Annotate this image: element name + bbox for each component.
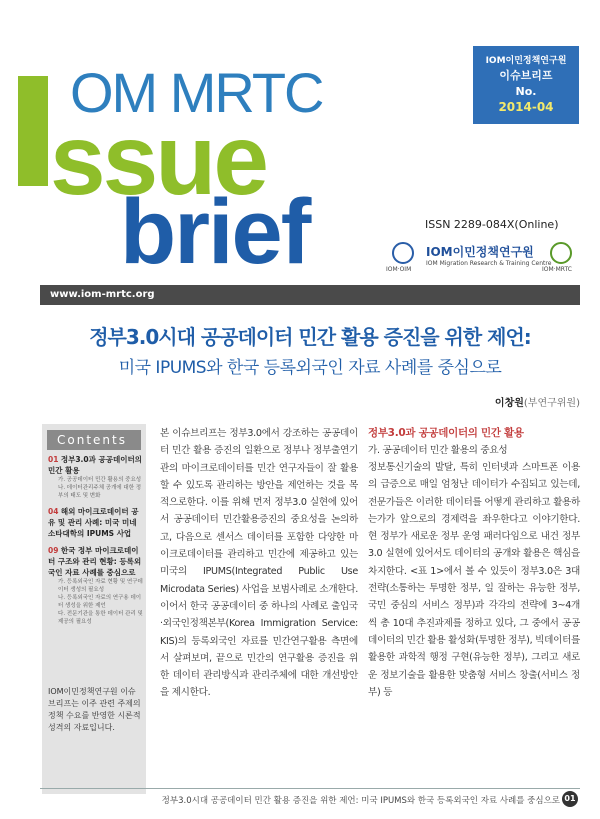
- section-heading: 정부3.0과 공공데이터의 민간 활용: [368, 427, 524, 439]
- globe-icon: [392, 242, 414, 264]
- contents-item-num: 09: [48, 546, 59, 555]
- issn: ISSN 2289-084X(Online): [425, 218, 559, 231]
- contents-item-num: 04: [48, 507, 59, 516]
- org-name: IOM이민정책연구원: [426, 245, 534, 259]
- series-publisher: IOM이민정책연구원: [485, 56, 567, 66]
- contents-subitem: 가. 등록외국인 자료 현황 및 연구데이터 생성의 필요성: [58, 579, 143, 593]
- contents-note: IOM이민정책연구원 이슈브리프는 이주 관련 주제의 정책 수요를 반영한 시론적 성격의 자료입니다.: [48, 687, 141, 732]
- body-text: 정보통신기술의 발달, 특히 인터넷과 스마트폰 이용의 급증으로 매일 엄청난 데이터가 수집되고 있는데, 전문가들은 이러한 데이터를 어떻게 관리하고 활용하는가가 앞으로의 경제력을 좌우한다고 이야기한다. 현 정부가 새로운 정부 운영 패러다임으로 내건 정부3.0 실현에 있어서도 데이터의 공개와 활용은 핵심을 차지한다. <표 1>에서 볼 수 있듯이 정부3.0은 3대 전략(소통하는 투명한 정부, 일 잘하는 유능한 정부, 국민 중심의 서비스 정부)과 각각의 전략에 3~4개 씩 총 10대 추진과제를 정하고 있다, 그 중에서 공공데이터의 민간 활용 활성화(투명한 정부), 빅데이터를 활용한 과학적 행정 구현(유능한 정부), 그리고 새로운 정보기술을 활용한 맞춤형 서비스 창출(서비스 정부) 등: [368, 462, 580, 698]
- contents-item[interactable]: [42, 545, 146, 578]
- page-title: 정부3.0시대 공공데이터 민간 활용 증진을 위한 제언:: [89, 325, 531, 349]
- body-column-1: 본 이슈브리프는 정부3.0에서 강조하는 공공데이터 민간 활용 증진의 일환으로 정부나 정부출연기관의 마이크로데이터를 민간 연구자들이 잘 활용할 수 있도록 관리하는 방안을 제언하는 것을 목적으로한다. 이를 위해 먼저 정부3.0 실현에 있어서 공공데이터 민간활용증진의 중요성을 논의하고, 다음으로 센서스 데이터를 포함한 다양한 마이크로데이터를 관리하고 민간에 제공하고 있는 미국의 IPUMS(Integrated Public Use Microdata Series) 사업을 보범사례로 소개한다. 이어서 한국 공공데이터 중 하나의 사례로 출입국·외국인정책본부(Korea Immigration Service: KIS)의 등록외국인 자료를 민간연구활용 측면에서 살펴보며, 끝으로 민간의 연구활용 증진을 위한 데이터 관리방식과 관리주체에 대한 개선방안을 제시한다.: [160, 428, 358, 699]
- logo-text-middle: ssue: [50, 104, 266, 216]
- mrtc-emblem-icon: [550, 242, 572, 264]
- org-subtitle: IOM Migration Research & Training Centre: [426, 260, 552, 267]
- website-url[interactable]: www.iom-mrtc.org: [40, 285, 580, 305]
- series-type: 이슈브리프: [499, 69, 553, 82]
- logo-i-bar: [18, 76, 48, 186]
- contents-item-num: 01: [48, 455, 59, 464]
- contents-item-title: 정부3.0과 공공데이터의 민간 활용: [48, 455, 142, 475]
- contents-heading: Contents: [47, 430, 141, 450]
- contents-item-title: 해외 마이크로데이터 공유 및 관리 사례: 미국 미네소타대학의 IPUMS 사업: [48, 507, 139, 538]
- org-logos: [386, 240, 580, 276]
- contents-subitem: 나. 데이터관리주체 공개에 대한 정부의 태도 및 변화: [58, 485, 142, 499]
- logo-text-top: OM MRTC: [70, 61, 323, 124]
- contents-item-title: 한국 정부 마이크로데이터 구조와 관리 현황: 등록외국인 자료 사례를 중심으로: [48, 546, 142, 577]
- series-no-label: No.: [515, 85, 537, 98]
- contents-item[interactable]: [42, 454, 146, 476]
- page-subtitle: 미국 IPUMS와 한국 등록외국인 자료 사례를 중심으로: [118, 358, 502, 378]
- org-right-tag: IOM·MRTC: [542, 266, 572, 273]
- contents-sidebar: [42, 424, 146, 794]
- footer-text: 정부3.0시대 공공데이터 민간 활용 증진을 위한 제언: 미국 IPUMS와 한국 등록외국인 자료 사례를 중심으로: [161, 796, 560, 806]
- body-column-2: [368, 425, 580, 701]
- author: [380, 394, 580, 409]
- author-affiliation: (부연구위원): [523, 398, 580, 409]
- org-left-tag: IOM·OIM: [386, 266, 412, 273]
- contents-subitem: 다. 전문기관을 통한 데이터 관리 및 제공의 필요성: [58, 611, 143, 625]
- footer-divider: [40, 788, 580, 789]
- contents-subitem: 나. 등록외국인 자료의 연구용 데이터 생성을 위한 제언: [58, 595, 142, 609]
- contents-item[interactable]: [42, 506, 146, 539]
- subsection-heading: 가. 공공데이터 민간 활용의 중요성: [368, 445, 508, 456]
- author-name: 이창원: [494, 398, 524, 409]
- logo-text-bottom: brief: [120, 181, 310, 283]
- series-info-box: [473, 46, 579, 124]
- page-number: 01: [562, 791, 578, 807]
- series-number: 2014-04: [498, 100, 554, 114]
- contents-subitem: 가. 공공데이터 민간 활용의 중요성: [58, 477, 142, 483]
